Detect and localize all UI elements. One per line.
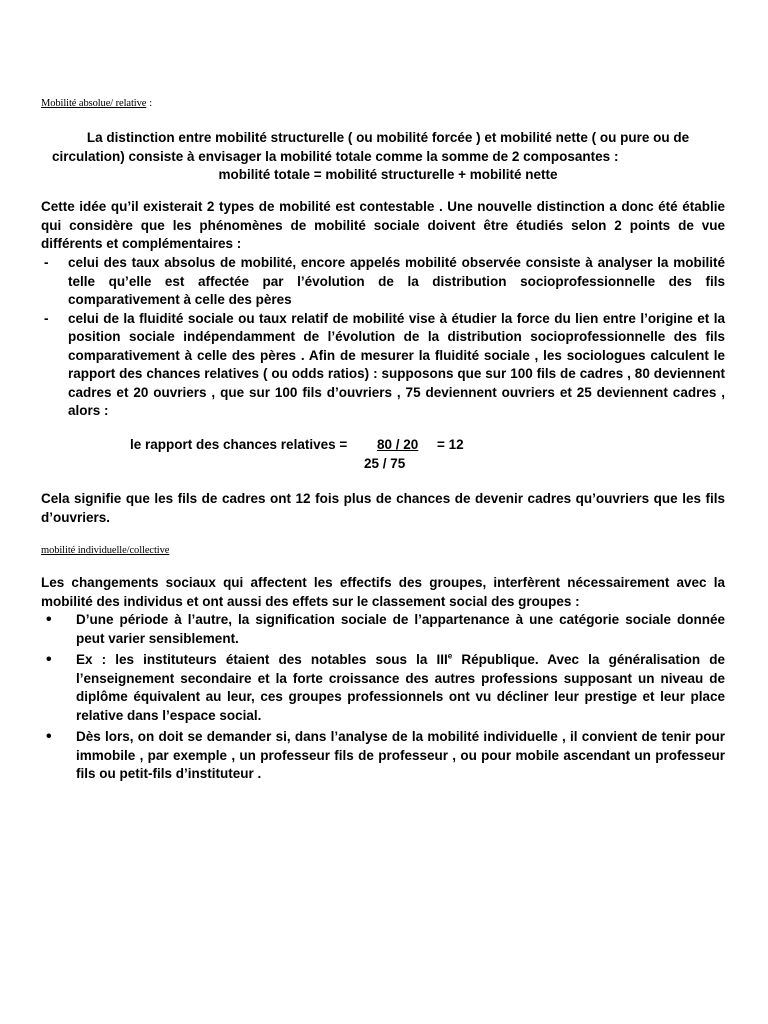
- intro-line: La distinction entre mobilité structurelle ( ou mobilité forcée ) et mobilité nette ( ou pure ou de: [86, 130, 690, 145]
- list-item-text: [76, 652, 725, 723]
- list-item: [41, 651, 725, 725]
- list-item: [41, 728, 725, 784]
- list-item-text: celui des taux absolus de mobilité, encore appelés mobilité observée consiste à analyser la mobilité telle qu’elle est affectée par l’évolution de la distribution socioprofessionnelle des fils comparativement à celle des pères: [68, 255, 725, 307]
- list-item-text: D’une période à l’autre, la signification sociale de l’appartenance à une catégorie sociale donnée peut varier sensiblement.: [76, 612, 725, 646]
- ratio-denominator: 25 / 75: [364, 456, 406, 471]
- list-item-text: celui de la fluidité sociale ou taux relatif de mobilité vise à étudier la force du lien entre l’origine et la position sociale indépendamment de l’évolution de la distribution socioprofessionnelle des fils comparativement à celle des pères . Afin de mesurer la fluidité sociale , les sociologues calculent le rapport des chances relatives ( ou odds ratios) : supposons que sur 100 fils de cadres , 80 deviennent cadres et 20 ouvriers , que sur 100 fils d’ouvriers , 75 deviennent ouvriers et 25 deviennent cadres , alors :: [68, 310, 725, 418]
- paragraph-conclusion: Cela signifie que les fils de cadres ont 12 fois plus de chances de devenir cadres qu’ouvriers que les fils d’ouvriers.: [41, 491, 725, 525]
- ratio-numerator: 80 / 20: [377, 437, 419, 452]
- text-after-sup: République. Avec la généralisation de l’enseignement secondaire et la forte croissance des autres professions supposant un niveau de diplôme équivalent au leur, ces groupes professionnels ont vu décliner leur prestige et leur place relative dans l’espace social.: [76, 652, 725, 723]
- dash-marker: -: [44, 255, 49, 270]
- text-before-sup: Ex : les instituteurs étaient des notables sous la III: [76, 652, 448, 667]
- bullet-marker: •: [46, 651, 52, 668]
- section-heading-absolute-relative: [41, 98, 152, 109]
- bullet-marker: •: [46, 611, 52, 628]
- paragraph-social-changes: Les changements sociaux qui affectent les effectifs des groupes, interfèrent nécessairement avec la mobilité des individus et ont aussi des effets sur le classement social des groupes :: [41, 575, 725, 609]
- intro-block: [52, 129, 724, 185]
- ratio-result: = 12: [437, 437, 464, 452]
- dash-marker: -: [44, 310, 49, 326]
- bullet-list: [41, 611, 725, 784]
- ratio-label: le rapport des chances relatives =: [130, 437, 348, 452]
- section-heading-individual-collective: [41, 545, 169, 556]
- heading-text: Mobilité absolue/ relative: [41, 98, 147, 109]
- heading-text: mobilité individuelle/collective: [41, 545, 170, 556]
- bullet-marker: •: [46, 728, 52, 745]
- intro-formula: mobilité totale = mobilité structurelle + mobilité nette: [218, 167, 558, 182]
- paragraph-distinction: Cette idée qu’il existerait 2 types de mobilité est contestable . Une nouvelle distinction a donc été établie qui considère que les phénomènes de mobilité sociale doivent être étudiés selon 2 points de vue différents et complémentaires :: [41, 199, 725, 251]
- list-item: [41, 611, 725, 648]
- list-item-text: Dès lors, on doit se demander si, dans l’analyse de la mobilité individuelle , il convient de tenir pour immobile , par exemple , un professeur fils de professeur , ou pour mobile ascendant un professeur fils ou petit-fils d’instituteur .: [76, 729, 725, 781]
- dash-list: [41, 254, 725, 421]
- superscript: e: [447, 651, 453, 661]
- list-item: [41, 254, 725, 310]
- heading-colon: :: [149, 98, 153, 109]
- intro-line: circulation) consiste à envisager la mobilité totale comme la somme de 2 composantes :: [52, 148, 619, 164]
- list-item: [41, 310, 725, 421]
